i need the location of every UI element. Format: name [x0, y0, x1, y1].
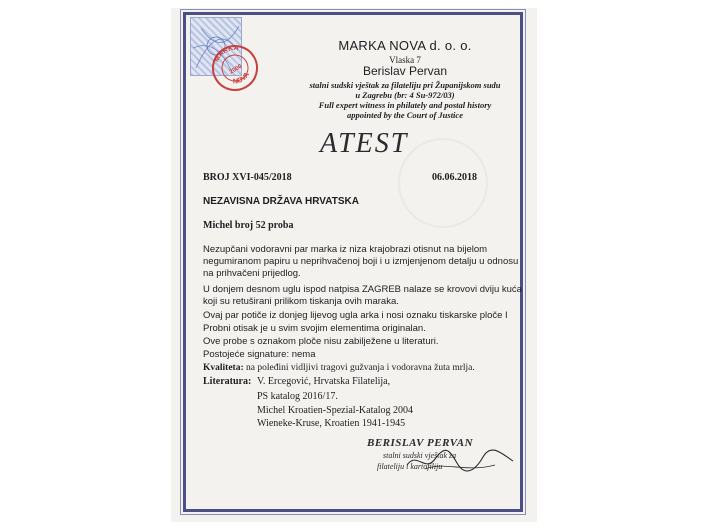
description-line: Ovaj par potiče iz donjeg lijevog ugla arka i nosi oznaku tiskarske ploče I [203, 310, 508, 321]
svg-text:NOVA: NOVA [232, 71, 252, 86]
description-line: Postojeće signature: nema [203, 349, 316, 360]
description-line: na prihvačeni prijedlog. [203, 268, 301, 279]
certificate-date: 06.06.2018 [432, 172, 477, 183]
description-line: Probni otisak je u svim svojim elementima originalan. [203, 323, 426, 334]
certificate-number: BROJ XVI-045/2018 [203, 172, 292, 183]
company-address: Vlaska 7 [389, 55, 421, 65]
header-line: stalni sudski vještak za filateliju pri Županijskom sudu [309, 80, 501, 90]
header-line: u Zagrebu (br: 4 Su-972/03) [355, 90, 455, 100]
description-line: U donjem desnom uglu ispod natpisa ZAGREB nalaze se krovovi dviju kuća [203, 284, 522, 295]
description-line: koji su retuširani prilikom tiskanja ovih maraka. [203, 296, 399, 307]
document-title: ATEST [320, 128, 409, 159]
description-line: Ove probe s oznakom ploče nisu zabilježene u literaturi. [203, 336, 439, 347]
handwritten-signature [405, 447, 515, 475]
quality-text: na poleđini vidljivi tragovi gužvanja i vodoravna žuta mrlja. [246, 363, 475, 373]
expert-name: Berislav Pervan [362, 64, 448, 78]
company-seal-icon [205, 38, 265, 98]
header-line: appointed by the Court of Justice [347, 110, 463, 120]
michel-number: Michel broj 52 proba [203, 220, 294, 231]
quality-line [203, 363, 475, 373]
description-line: Nezupčani vodoravni par marka iz niza krajobrazi otisnut na bijelom [203, 244, 488, 255]
literature-label: Literatura: [203, 376, 252, 387]
svg-text:2000: 2000 [228, 63, 244, 76]
signature-name: BERISLAV PERVAN [367, 437, 474, 449]
signature-title-line: filateliju i kartofiliju [377, 462, 443, 471]
svg-text:MARKA: MARKA [213, 44, 239, 64]
company-name: MARKA NOVA d. o. o. [338, 38, 472, 53]
country-heading: NEZAVISNA DRŽAVA HRVATSKA [203, 196, 359, 207]
literature-item: V. Ercegović, Hrvatska Filatelija, [257, 376, 391, 387]
header-line: Full expert witness in philately and postal history [318, 100, 492, 110]
literature-item: Wieneke-Kruse, Kroatien 1941-1945 [257, 418, 406, 429]
signature-title-line: stalni sudski vještak za [383, 451, 457, 460]
quality-label: Kvaliteta: [203, 363, 244, 373]
literature-item: PS katalog 2016/17. [257, 391, 338, 402]
watermark-seal [398, 138, 488, 228]
literature-item: Michel Kroatien-Spezial-Katalog 2004 [257, 405, 414, 416]
description-line: negumiranom papiru u neprihvačenoj boji i u izmjenjenom detalju u odnosu [203, 256, 519, 267]
